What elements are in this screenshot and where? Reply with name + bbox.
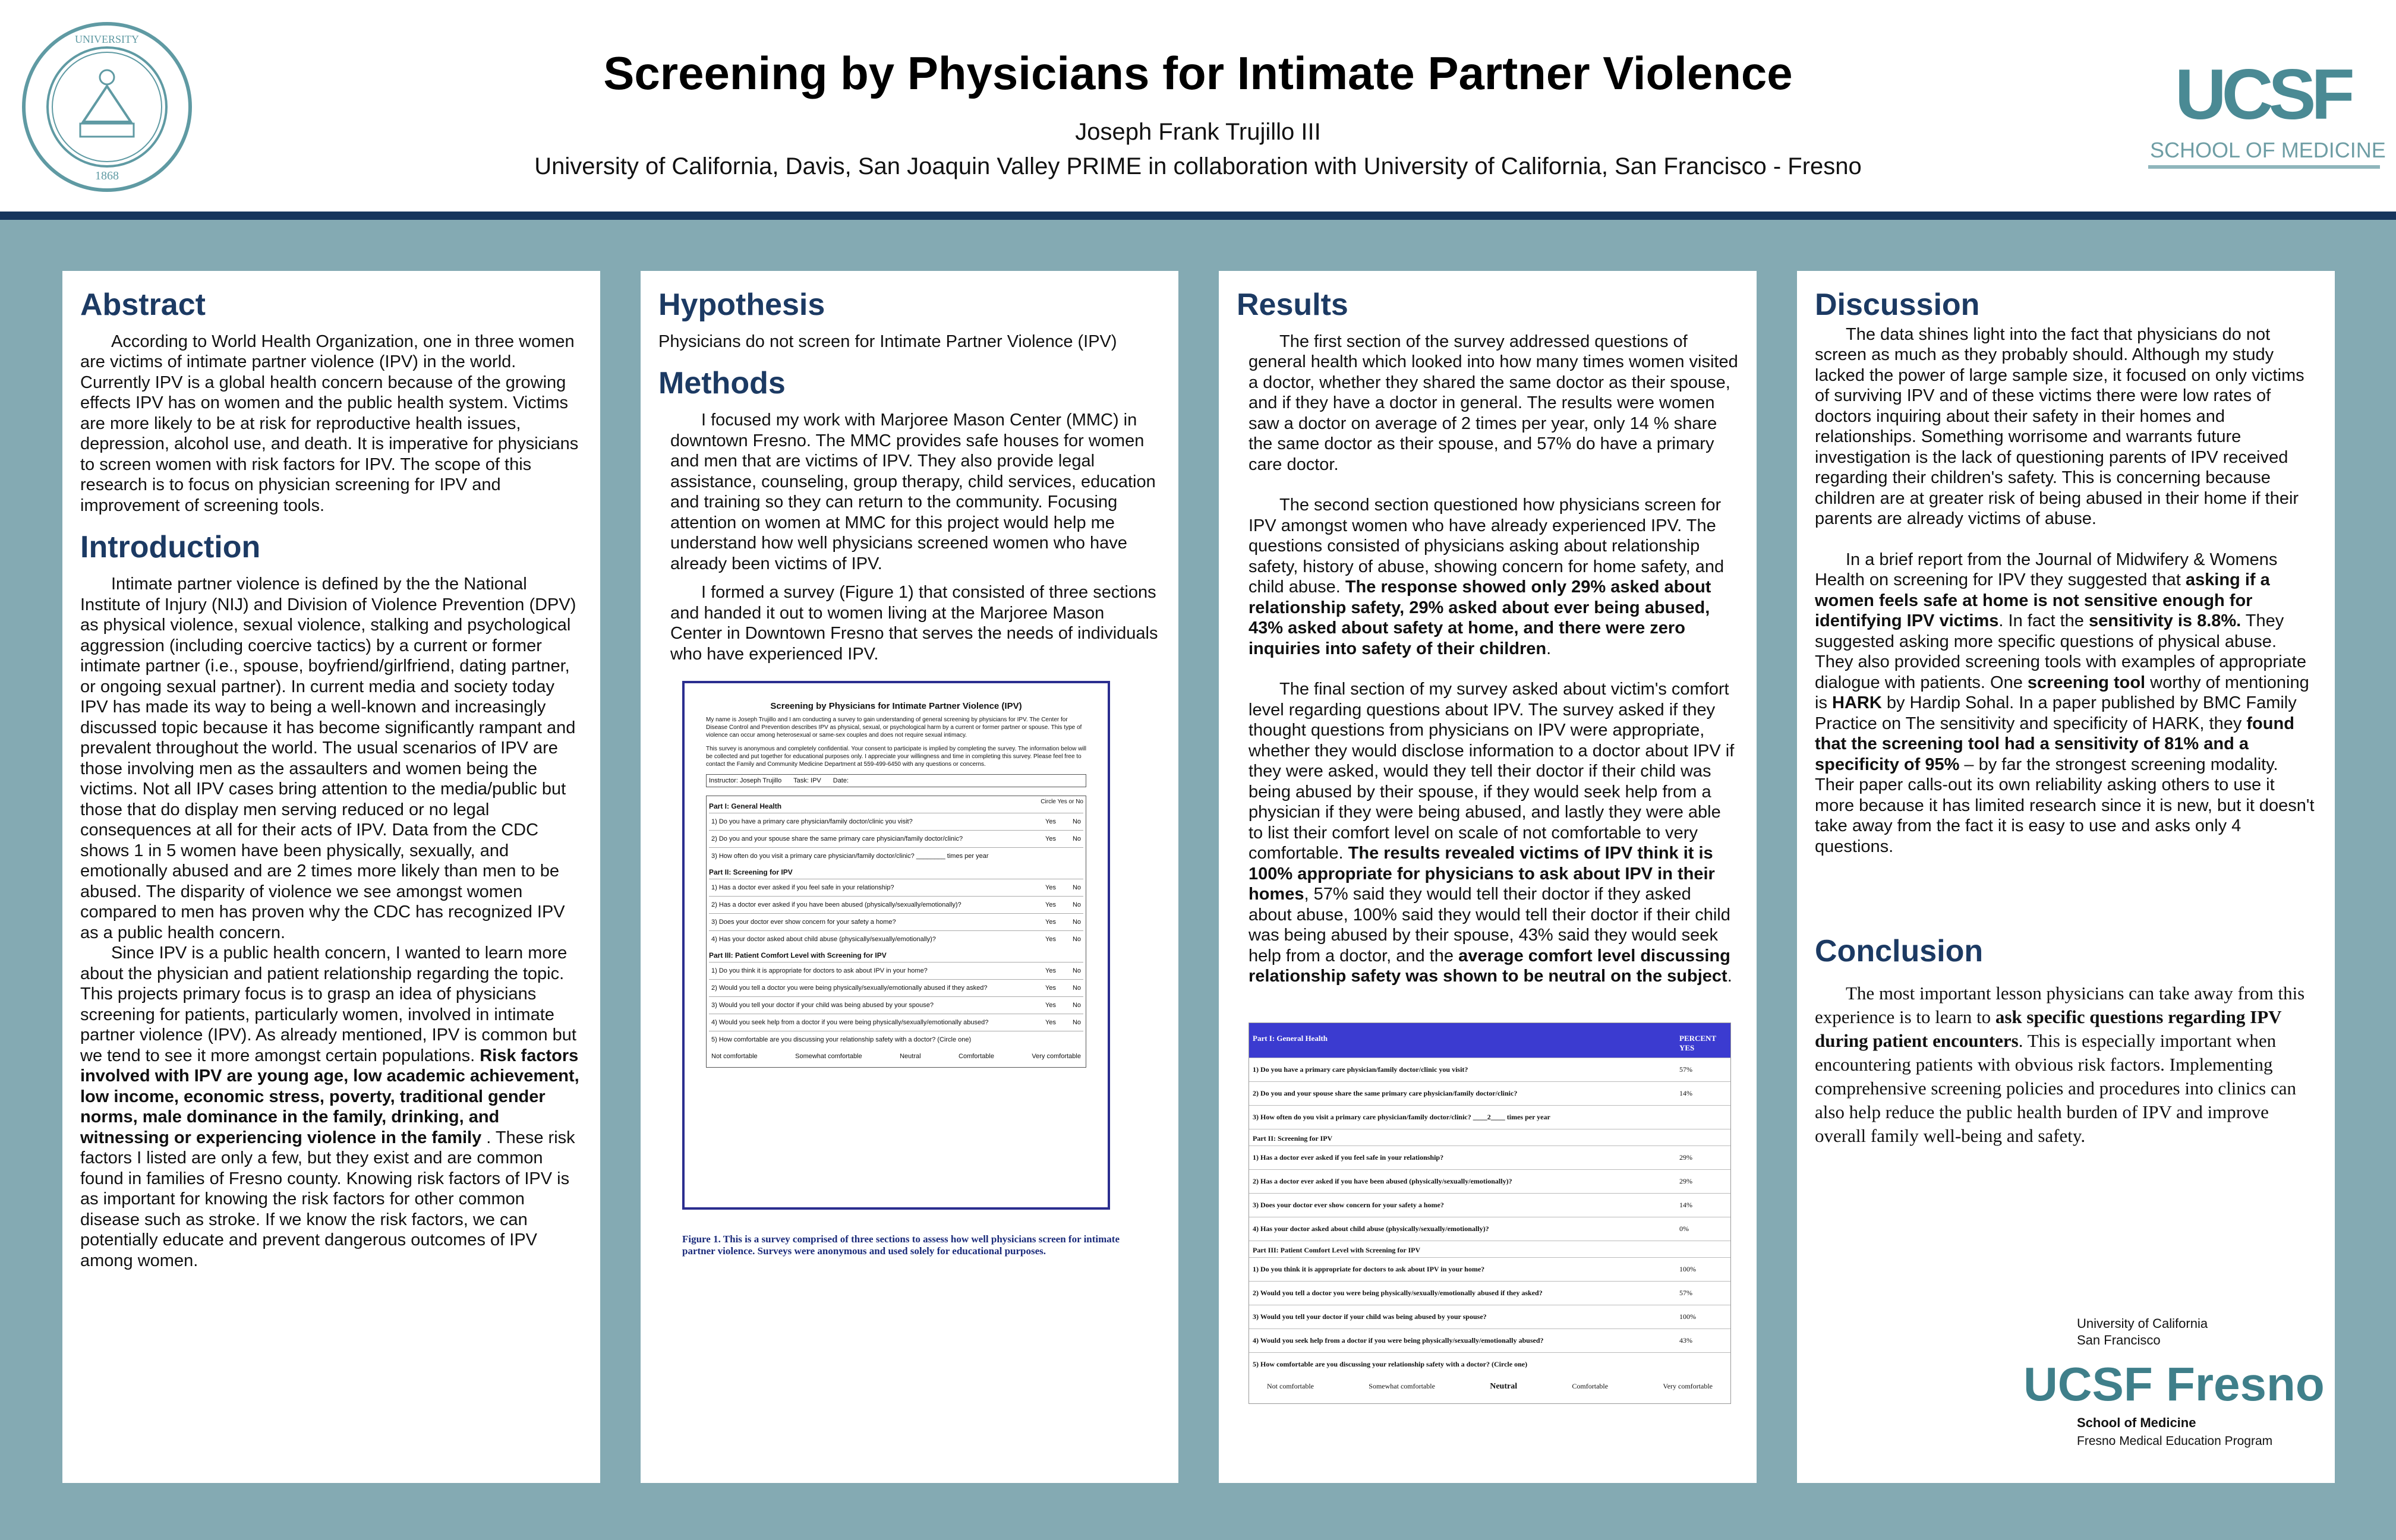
- table-question: 3) How often do you visit a primary care physician/family doctor/clinic? ____2____ times per year: [1253, 1112, 1550, 1121]
- introduction-paragraph-1: Intimate partner violence is defined by the the National Institute of Injury (NIJ) and Division of Violence Prevention (DPV) as physical violence, sexual violence, stalking and psychological aggression (including coercive tactics) by a current or former intimate partner (i.e., spouse, boyfriend/girlfriend, dating partner, or ongoing sexual partner). In current media and society today IPV has made its way to being a well-known and increasingly discussed topic because it has become significantly rampant and prevalent throughout the world. The usual scenarios of IPV are those involving men as the assaulters and women being the victims. Not all IPV cases bring attention to the media/public but those that do display men serving reduced or no legal consequences at all for their acts of IPV. Data from the CDC shows 1 in 5 women have been physically, sexually, and emotionally abused and are 2 times more likely than men to be abused. The disparity of violence we see amongst women compared to men has proven why the CDC has recognized IPV as a public health concern.: [80, 575, 576, 942]
- author-name: Joseph Frank Trujillo III: [1075, 119, 1321, 145]
- scale-option: Very comfortable: [1032, 1053, 1081, 1061]
- conclusion-heading: Conclusion: [1815, 934, 1984, 969]
- yes-option: Yes: [1045, 984, 1056, 992]
- svg-text:SCHOOL OF MEDICINE: SCHOOL OF MEDICINE: [2150, 138, 2386, 162]
- yes-option: Yes: [1045, 818, 1056, 826]
- survey-question: 2) Do you and your spouse share the same primary care physician/family doctor/clinic?: [711, 835, 963, 843]
- scale-option: Not comfortable: [1267, 1381, 1314, 1390]
- risk-factors-text: Risk factors involved with IPV are young age, low academic achievement, low income, economic stress, poverty, traditional gender norms, male dominance in the family, drinking, and witnessing or experiencing violence in the family: [80, 1046, 579, 1147]
- table-row: [1249, 1169, 1730, 1193]
- table-question: 4) Has your doctor asked about child abuse (physically/sexually/emotionally)?: [1253, 1224, 1489, 1233]
- scale-option: Somewhat comfortable: [1369, 1381, 1435, 1390]
- fresno-logo-line2: San Francisco: [2077, 1333, 2161, 1348]
- table-row: [1249, 1058, 1730, 1081]
- scale-option: Somewhat comfortable: [795, 1053, 862, 1061]
- survey-figure: [682, 681, 1110, 1210]
- survey-question: 3) How often do you visit a primary care physician/family doctor/clinic? ________ times per year: [711, 853, 989, 860]
- discussion-text: by Hardip Sohal. In a paper published by BMC Family Practice on The sensitivity and specificity of HARK, they: [1815, 693, 2297, 733]
- introduction-paragraph-2: [80, 943, 582, 1271]
- results-emphasis: The results revealed victims of IPV think it is 100% appropriate for physicians to ask about IPV in their homes: [1249, 844, 1715, 904]
- abstract-heading: Abstract: [80, 288, 206, 322]
- svg-text:UNIVERSITY: UNIVERSITY: [75, 33, 139, 45]
- scale-option: Comfortable: [1572, 1381, 1609, 1390]
- survey-instructor: Instructor: Joseph Trujillo: [709, 777, 782, 785]
- scale-option: Not comfortable: [711, 1053, 758, 1061]
- conclusion-emphasis: ask specific questions regarding IPV during patient encounters: [1815, 1006, 2281, 1052]
- survey-part-2: Part II: Screening for IPV: [709, 868, 793, 877]
- conclusion-text: The most important lesson physicians can take away from this experience is to learn to: [1815, 983, 2305, 1028]
- table-value: [1679, 1113, 1727, 1122]
- results-text: .: [1727, 967, 1732, 986]
- no-option: No: [1072, 1002, 1081, 1009]
- survey-row: [709, 813, 1083, 830]
- results-text: The final section of my survey asked about victim's comfort level regarding questions about IPV. The survey asked if they thought questions from physicians on IPV were appropriate, whether they would disclose information to a doctor about IPV if they were asked, would they tell their doctor if their child was being abused by their spouse, if they would seek help from a physician if they were being abused, and lastly they were able to list their comfort level on scale of not comfortable to very comfortable.: [1249, 680, 1735, 863]
- table-value: 0%: [1679, 1224, 1689, 1233]
- table-value: 29%: [1679, 1176, 1692, 1185]
- table-row: [1249, 1145, 1730, 1169]
- survey-question: 1) Do you think it is appropriate for doctors to ask about IPV in your home?: [711, 967, 928, 975]
- table-question: 3) Does your doctor ever show concern for your safety a home?: [1253, 1200, 1444, 1209]
- scale-option: Comfortable: [959, 1053, 994, 1061]
- survey-row: [709, 913, 1083, 930]
- discussion-text: They suggested asking more specific questions of physical abuse. They also provided screening tools with examples of appropriate dialogue with patients. One: [1815, 611, 2306, 692]
- percent-yes-header: PERCENT YES: [1679, 1033, 1716, 1052]
- survey-part-3: Part III: Patient Comfort Level with Screening for IPV: [709, 951, 887, 960]
- survey-intro: My name is Joseph Trujillo and I am conducting a survey to gain understanding of general screening by physicians for IPV. The Center for Disease Control and Prevention describes IPV as physical, sexual, or psychological harm by a current or former partner or spouse. This type of violence can occur among heterosexual or same-sex couples and does not require sexual intimacy.: [706, 717, 1082, 739]
- survey-question: 4) Has your doctor asked about child abuse (physically/sexually/emotionally)?: [711, 936, 936, 943]
- survey-row: [709, 930, 1083, 948]
- discussion-emphasis: found that the screening tool had a sensitivity of 81% and a specificity of 95%: [1815, 714, 2294, 774]
- results-part-1: Part I: General Health: [1253, 1033, 1328, 1043]
- table-value: 100%: [1679, 1312, 1696, 1321]
- intro-text-c: . These risk factors I listed are only a few, but they exist and are common found in families of Fresno county. Knowing risk factors of IPV is as important for knowing the risk factors for other common disease such as stroke. If we know the risk factors, we can potentially educate and prevent dangerous outcomes of IPV among women.: [80, 1128, 575, 1270]
- no-option: No: [1072, 884, 1081, 892]
- survey-row: [709, 830, 1083, 847]
- results-paragraph-3: [1237, 679, 1739, 987]
- results-heading: Results: [1237, 288, 1348, 322]
- conclusion-paragraph: [1815, 982, 2317, 1148]
- survey-row: [709, 896, 1083, 913]
- discussion-emphasis: HARK: [1832, 693, 1882, 713]
- column-hypothesis-methods: [641, 271, 1178, 1483]
- table-question: 4) Would you seek help from a doctor if you were being physically/sexually/emotionally abused?: [1253, 1336, 1544, 1345]
- table-value: 100%: [1679, 1264, 1696, 1273]
- survey-task: Task: IPV: [793, 777, 821, 785]
- no-option: No: [1072, 1019, 1081, 1027]
- scale-option-selected: Neutral: [1490, 1381, 1518, 1391]
- results-paragraph-2: [1237, 495, 1739, 659]
- discussion-text: . In fact the: [1998, 611, 2089, 631]
- fresno-logo-line1: University of California: [2077, 1316, 2208, 1331]
- no-option: No: [1072, 901, 1081, 909]
- results-emphasis: average comfort level discussing relationship safety was shown to be neutral on the subject: [1249, 946, 1730, 986]
- table-question: 5) How comfortable are you discussing your relationship safety with a doctor? (Circle one): [1253, 1359, 1528, 1368]
- discussion-text: – by far the strongest screening modality. Their paper calls-out its own reliability asking others to use it more because it has limited research since it is new, but it doesn't take away from the fact it is easy to use and asks only 4 questions.: [1815, 755, 2315, 856]
- yes-option: Yes: [1045, 1002, 1056, 1009]
- results-table: [1249, 1023, 1731, 1404]
- column-abstract-introduction: [62, 271, 600, 1483]
- yes-option: Yes: [1045, 936, 1056, 943]
- yes-option: Yes: [1045, 967, 1056, 975]
- svg-text:1868: 1868: [95, 169, 119, 182]
- yes-option: Yes: [1045, 919, 1056, 926]
- yes-option: Yes: [1045, 1019, 1056, 1027]
- no-option: No: [1072, 919, 1081, 926]
- table-row: [1249, 1305, 1730, 1328]
- table-question: 2) Do you and your spouse share the same primary care physician/family doctor/clinic?: [1253, 1088, 1518, 1097]
- no-option: No: [1072, 835, 1081, 843]
- abstract-text: According to World Health Organization, one in three women are victims of intimate partner violence (IPV) in the world. Currently IPV is a global health concern because of the growing effects IPV has on women and the public health system. Victims are more likely to be at risk for reproductive health issues, depression, alcohol use, and death. It is imperative for physicians to screen women with risk factors for IPV. The scope of this research is to focus on physician screening for IPV and improvement of screening tools.: [80, 332, 579, 515]
- yes-option: Yes: [1045, 884, 1056, 892]
- poster-header: [0, 0, 2396, 220]
- survey-row: [709, 1014, 1083, 1031]
- methods-paragraph-1: I focused my work with Marjoree Mason Center (MMC) in downtown Fresno. The MMC provides safe houses for women and men that are victims of IPV. They also provide legal assistance, counseling, group therapy, child services, education and training so they can return to the community. Focusing attention on women at MMC for this project would help me understand how well physicians screened women who have already been victims of IPV.: [670, 411, 1156, 573]
- discussion-heading: Discussion: [1815, 288, 1980, 322]
- survey-meta: [706, 774, 1086, 787]
- ucsf-fresno-logo: [2023, 1316, 2325, 1453]
- intro-text-a: Since IPV is a public health concern, I wanted to learn more about the physician and patient relationship regarding the topic. This projects primary focus is to grasp an idea of physicians screening for patients, particularly women, involved in intimate partner violence (IPV). As already mentioned, IPV is common but we tend to see it more amongst certain populations.: [80, 943, 576, 1065]
- no-option: No: [1072, 967, 1081, 975]
- survey-question: 2) Has a doctor ever asked if you have been abused (physically/sexually/emotionally)?: [711, 901, 961, 909]
- survey-row: [709, 996, 1083, 1014]
- results-text: The second section questioned how physicians screen for IPV amongst women who have already experienced IPV. The questions consisted of physicians asking about relationship safety, history of abuse, showing concern for home safety, and child abuse.: [1249, 496, 1725, 597]
- discussion-text: In a brief report from the Journal of Midwifery & Womens Health on screening for IPV they suggested that: [1815, 550, 2278, 590]
- table-row: [1249, 1352, 1730, 1376]
- discussion-paragraph-1: The data shines light into the fact that physicians do not screen as much as they probably should. Although my study lacked the power of large sample size, it focused on only victims of surviving IPV and of these victims there were low rates of doctors inquiring about their safety in their homes and relationships. Something worrisome and warrants future investigation is the lack of questioning parents of IPV received regarding their children's safety. This is concerning because children are at greater risk of being abused in their home if their parents are already victims of abuse.: [1815, 324, 2304, 529]
- results-part-3: Part III: Patient Comfort Level with Screening for IPV: [1249, 1241, 1730, 1257]
- survey-row: [709, 962, 1083, 979]
- scale-option: Very comfortable: [1663, 1381, 1713, 1390]
- results-part-2: Part II: Screening for IPV: [1249, 1129, 1730, 1145]
- survey-consent: This survey is anonymous and completely confidential. Your consent to participate is implied by completing the survey. The information below will be collected and put together for educational purposes only. I appreciate your willingness and time in completing this survey. Please feel free to contact the Family and Community Medicine Department at 559-499-6450 with any questions or concerns.: [706, 746, 1086, 768]
- no-option: No: [1072, 984, 1081, 992]
- yes-option: Yes: [1045, 835, 1056, 843]
- table-value: 14%: [1679, 1200, 1692, 1209]
- discussion-emphasis: screening tool: [2027, 673, 2146, 692]
- svg-text:UCSF: UCSF: [2175, 55, 2350, 134]
- hypothesis-heading: Hypothesis: [658, 288, 825, 322]
- scale-option: Neutral: [900, 1053, 921, 1061]
- discussion-emphasis: sensitivity is 8.8%.: [2088, 611, 2241, 631]
- table-value: 57%: [1679, 1065, 1692, 1074]
- fresno-logo-sub1: School of Medicine: [2077, 1415, 2196, 1430]
- results-emphasis: The response showed only 29% asked about relationship safety, 29% asked about ever being abused, 43% asked about safety at home, and there were zero inquiries into safety of their children: [1249, 578, 1711, 658]
- table-question: 3) Would you tell your doctor if your child was being abused by your spouse?: [1253, 1312, 1487, 1321]
- survey-date: Date:: [833, 777, 849, 785]
- survey-question: 3) Does your doctor ever show concern for your safety a home?: [711, 919, 896, 926]
- results-table-header: [1249, 1023, 1730, 1058]
- survey-question: 1) Do you have a primary care physician/family doctor/clinic you visit?: [711, 818, 913, 826]
- table-question: 2) Has a doctor ever asked if you have been abused (physically/sexually/emotionally)?: [1253, 1176, 1512, 1185]
- table-row: [1249, 1193, 1730, 1217]
- results-paragraph-1: The first section of the survey addressed questions of general health which looked into how many times women visited a doctor, whether they shared the same doctor as their spouse, and if they have a doctor in general. The results were women saw a doctor on average of 2 times per year, only 14 % share the same doctor as their spouse, and 57% do have a primary care doctor.: [1249, 332, 1738, 474]
- survey-question: 3) Would you tell your doctor if your child was being abused by your spouse?: [711, 1002, 934, 1009]
- results-comfort-scale: [1249, 1376, 1730, 1403]
- survey-row: [709, 979, 1083, 996]
- table-value: 14%: [1679, 1088, 1692, 1097]
- survey-question: 5) How comfortable are you discussing your relationship safety with a doctor? (Circle one): [711, 1036, 972, 1044]
- table-question: 1) Has a doctor ever asked if you feel safe in your relationship?: [1253, 1153, 1444, 1162]
- table-value: 57%: [1679, 1288, 1692, 1297]
- table-row: [1249, 1281, 1730, 1305]
- discussion-paragraph-2: [1815, 550, 2317, 857]
- survey-question: 1) Has a doctor ever asked if you feel safe in your relationship?: [711, 884, 894, 892]
- poster-title: Screening by Physicians for Intimate Partner Violence: [603, 47, 1793, 99]
- survey-question: 4) Would you seek help from a doctor if you were being physically/sexually/emotionally abused?: [711, 1019, 989, 1027]
- methods-paragraph-2: I formed a survey (Figure 1) that consisted of three sections and handed it out to women living at the Marjoree Mason Center in Downtown Fresno that serves the needs of individuals who have experienced IPV.: [670, 583, 1158, 664]
- figure-1-caption: Figure 1. This is a survey comprised of three sections to assess how well physicians screen for intimate partner violence. Surveys were anonymous and used solely for educational purposes.: [682, 1233, 1120, 1257]
- survey-row: [709, 1031, 1083, 1048]
- table-question: 1) Do you have a primary care physician/family doctor/clinic you visit?: [1253, 1065, 1468, 1074]
- table-row: [1249, 1257, 1730, 1281]
- column-discussion-conclusion: [1797, 271, 2335, 1483]
- yes-option: Yes: [1045, 901, 1056, 909]
- table-value: 43%: [1679, 1336, 1692, 1345]
- survey-row: [709, 879, 1083, 896]
- survey-title: Screening by Physicians for Intimate Partner Violence (IPV): [770, 701, 1022, 712]
- introduction-heading: Introduction: [80, 530, 261, 565]
- table-row: [1249, 1217, 1730, 1241]
- table-row: [1249, 1105, 1730, 1129]
- fresno-logo-mark: UCSF Fresno: [2023, 1358, 2325, 1410]
- table-row: [1249, 1081, 1730, 1105]
- ucsf-school-of-medicine-logo: [2139, 42, 2389, 178]
- methods-heading: Methods: [658, 366, 786, 401]
- affiliation: University of California, Davis, San Joaquin Valley PRIME in collaboration with University of California, San Francisco - Fresno: [534, 153, 1862, 179]
- survey-question: 2) Would you tell a doctor you were being physically/sexually/emotionally abused if they asked?: [711, 984, 988, 992]
- discussion-emphasis: asking if a women feels safe at home is not sensitive enough for identifying IPV victims: [1815, 570, 2270, 631]
- discussion-text: worthy of mentioning is: [1815, 673, 2309, 713]
- fresno-logo-sub2: Fresno Medical Education Program: [2077, 1434, 2273, 1448]
- survey-comfort-scale: [709, 1048, 1083, 1065]
- no-option: No: [1072, 936, 1081, 943]
- column-results: [1219, 271, 1757, 1483]
- survey-part-1: Part I: General Health: [709, 802, 782, 811]
- table-value: 29%: [1679, 1153, 1692, 1162]
- survey-circle-note: Circle Yes or No: [1041, 799, 1083, 806]
- survey-row: [709, 847, 1083, 864]
- table-question: 2) Would you tell a doctor you were being physically/sexually/emotionally abused if they asked?: [1253, 1288, 1543, 1297]
- survey-questions: [706, 796, 1086, 1068]
- table-row: [1249, 1328, 1730, 1352]
- results-text: , 57% said they would tell their doctor if they asked about abuse, 100% said they would tell their doctor if their child was being abused by their spouse, 43% said they would seek help from a doctor, and the: [1249, 885, 1730, 965]
- no-option: No: [1072, 818, 1081, 826]
- conclusion-text: . This is especially important when encountering patients with obvious risk factors. Implementing comprehensive screening policies and procedures into clinics can also help reduce the public health burden of IPV and improve overall family well-being and safety.: [1815, 1030, 2297, 1147]
- results-text: .: [1546, 639, 1552, 658]
- table-question: 1) Do you think it is appropriate for doctors to ask about IPV in your home?: [1253, 1264, 1485, 1273]
- hypothesis-text: Physicians do not screen for Intimate Partner Violence (IPV): [658, 332, 1117, 351]
